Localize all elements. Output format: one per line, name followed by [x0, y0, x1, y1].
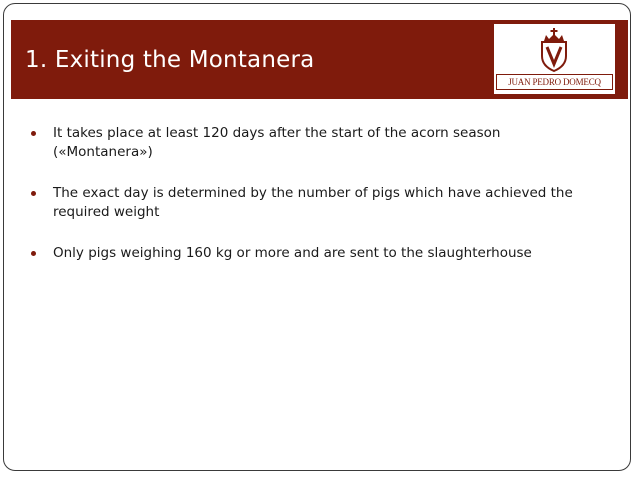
bullet-dot-icon [31, 191, 36, 196]
company-logo [494, 24, 615, 94]
bullet-text: Only pigs weighing 160 kg or more and are sent to the slaughterhouse [53, 245, 532, 261]
bullet-text: The exact day is determined by the number of pigs which have achieved the required weight [53, 185, 573, 220]
bullet-dot-icon [31, 251, 36, 256]
bullet-list [31, 124, 591, 285]
shield-v-crown-icon [536, 28, 572, 72]
bullet-item [31, 244, 591, 263]
logo-wordmark: JUAN PEDRO DOMECQ [496, 74, 613, 90]
bullet-item [31, 184, 591, 222]
bullet-item [31, 124, 591, 162]
bullet-text: It takes place at least 120 days after the start of the acorn season («Montanera») [53, 125, 501, 160]
bullet-dot-icon [31, 131, 36, 136]
slide-title: 1. Exiting the Montanera [25, 47, 315, 73]
